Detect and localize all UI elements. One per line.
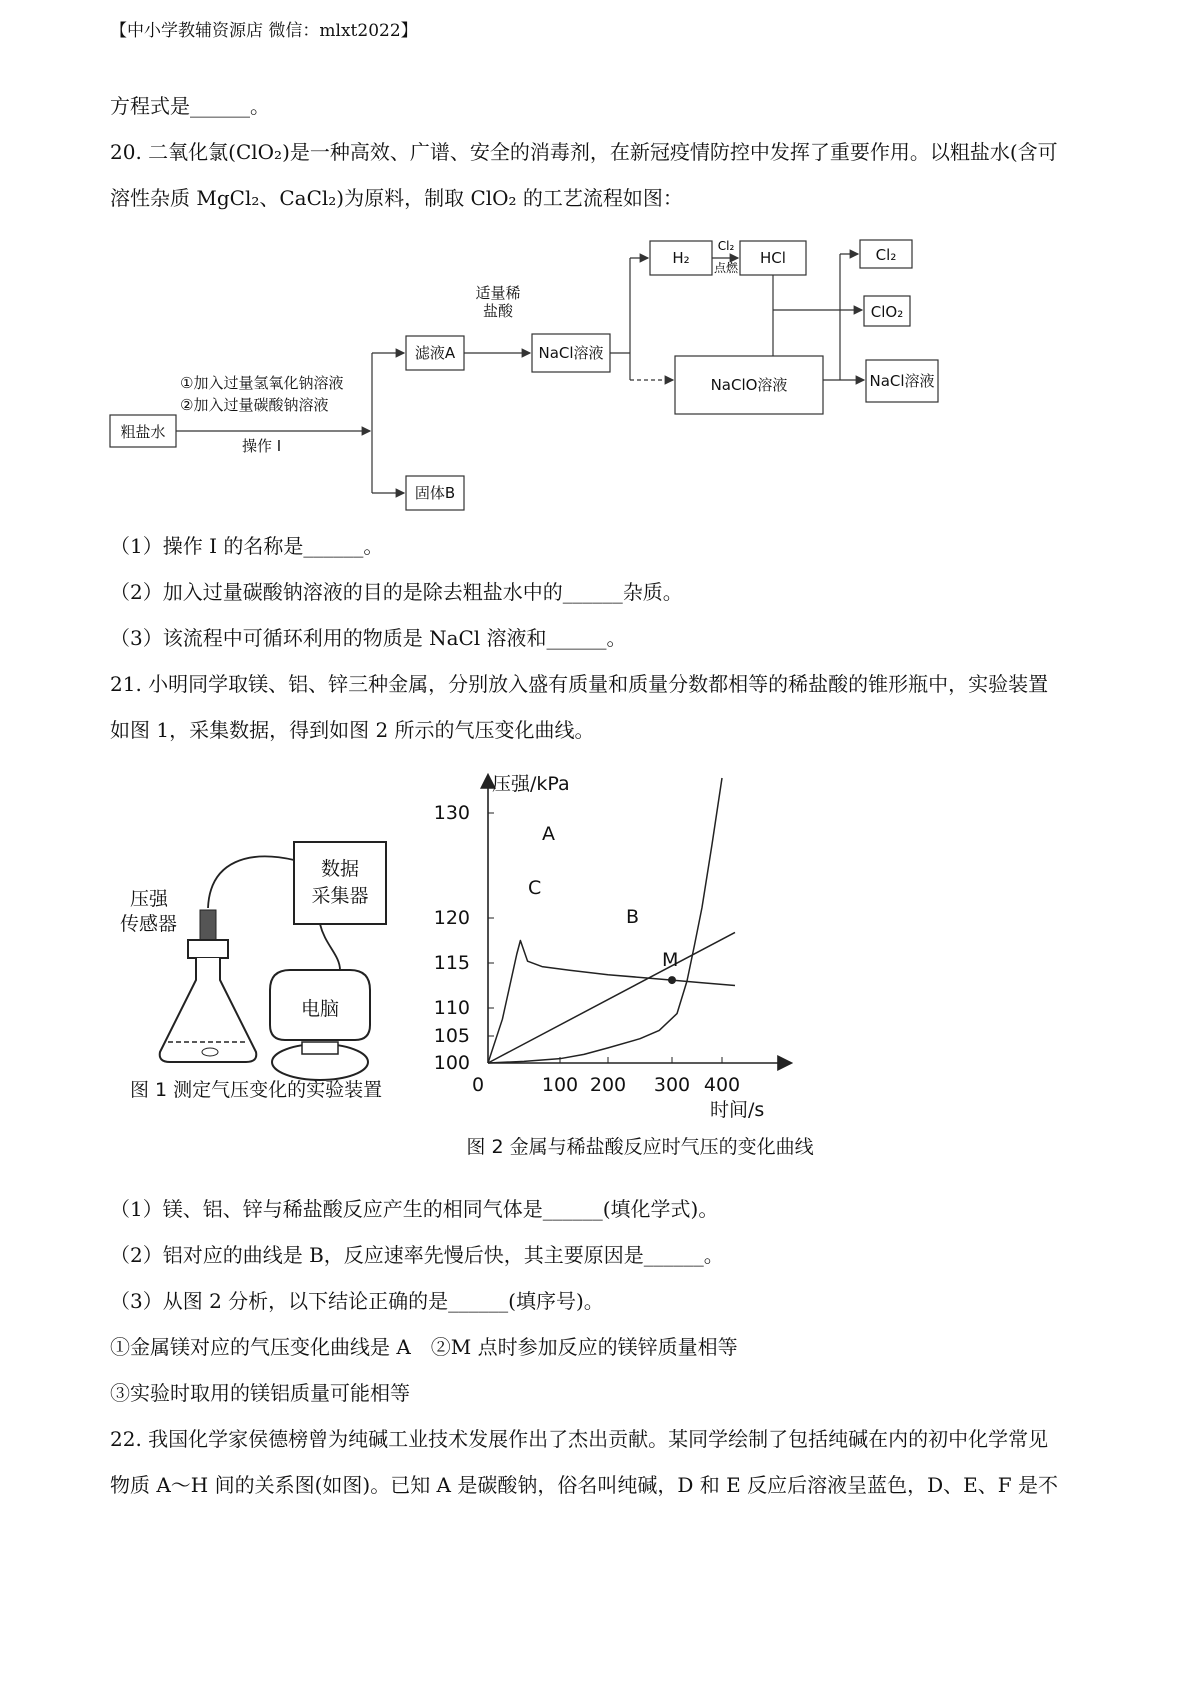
collector-label-1: 数据 xyxy=(320,858,360,880)
collector-label-2: 采集器 xyxy=(311,885,369,907)
y-tick-label: 115 xyxy=(433,952,470,974)
q20-sub1: （1）操作 I 的名称是______。 xyxy=(110,534,384,558)
nacl-solution-label: NaCl溶液 xyxy=(538,344,604,362)
q21-options-1-2: ①金属镁对应的气压变化曲线是 A ②M 点时参加反应的镁锌质量相等 xyxy=(110,1335,738,1359)
point-m-marker xyxy=(668,976,676,984)
series-B-line xyxy=(488,778,722,1063)
previous-question-tail: 方程式是______。 xyxy=(110,94,270,118)
operation-i-label: 操作 I xyxy=(242,437,282,455)
sensor-label-2: 传感器 xyxy=(120,913,178,935)
q21-fig2-chart xyxy=(430,768,850,1158)
y-tick-label: 100 xyxy=(433,1052,470,1074)
acid-label-2: 盐酸 xyxy=(482,302,514,320)
q20-flowchart xyxy=(100,238,960,518)
ignite-label: 点燃 xyxy=(713,261,739,275)
conical-flask xyxy=(160,958,257,1062)
hcl-label: HCl xyxy=(760,249,786,267)
q22-line1: 22. 我国化学家侯德榜曾为纯碱工业技术发展作出了杰出贡献。某同学绘制了包括纯碱在内的初中化学常见 xyxy=(110,1427,1049,1451)
x-tick-label: 100 xyxy=(541,1074,579,1096)
x-tick-label: 400 xyxy=(703,1074,741,1096)
q21-intro-line1: 21. 小明同学取镁、铝、锌三种金属，分别放入盛有质量和质量分数都相等的稀盐酸的锥形瓶中，实验装置 xyxy=(110,672,1049,696)
chart-title: 图 2 金属与稀盐酸反应时气压的变化曲线 xyxy=(466,1136,814,1158)
collector-box xyxy=(294,842,386,924)
computer-cable xyxy=(320,924,340,970)
sensor-label-1: 压强 xyxy=(130,888,169,910)
q21-sub2: （2）铝对应的曲线是 B，反应速率先慢后快，其主要原因是______。 xyxy=(110,1243,724,1267)
out-nacl-label: NaCl溶液 xyxy=(869,372,935,390)
point-m-label: M xyxy=(662,949,679,972)
q21-fig1-apparatus xyxy=(110,830,440,1100)
q20-sub3: （3）该流程中可循环利用的物质是 NaCl 溶液和______。 xyxy=(110,626,627,650)
series-B-label: B xyxy=(626,906,640,928)
y-tick-label: 105 xyxy=(433,1025,470,1047)
series-C-label: C xyxy=(528,877,542,899)
sensor-cable xyxy=(208,856,294,908)
filtrate-a-label: 滤液A xyxy=(414,344,456,362)
q20-sub2: （2）加入过量碳酸钠溶液的目的是除去粗盐水中的______杂质。 xyxy=(110,580,683,604)
y-tick-label: 120 xyxy=(433,907,470,929)
source-header: 【中小学教辅资源店 微信：mlxt2022】 xyxy=(110,21,418,41)
computer-stand xyxy=(302,1042,338,1054)
y-tick-label: 130 xyxy=(433,802,470,824)
q20-intro-line1: 20. 二氧化氯(ClO₂)是一种高效、广谱、安全的消毒剂，在新冠疫情防控中发挥了重要作用。以粗盐水(含可 xyxy=(110,140,1058,164)
q21-sub3: （3）从图 2 分析，以下结论正确的是______(填序号)。 xyxy=(110,1289,604,1313)
out-clo2-label: ClO₂ xyxy=(870,303,904,321)
flask-stopper xyxy=(188,940,228,958)
x-tick-label: 200 xyxy=(589,1074,627,1096)
fig1-caption: 图 1 测定气压变化的实验装置 xyxy=(130,1079,383,1100)
q21-sub1: （1）镁、铝、锌与稀盐酸反应产生的相同气体是______(填化学式)。 xyxy=(110,1197,719,1221)
q21-intro-line2: 如图 1，采集数据，得到如图 2 所示的气压变化曲线。 xyxy=(110,718,595,742)
series-A-label: A xyxy=(542,823,555,845)
step1-label: ①加入过量氢氧化钠溶液 xyxy=(180,374,344,392)
q20-intro-line2: 溶性杂质 MgCl₂、CaCl₂)为原料，制取 ClO₂ 的工艺流程如图： xyxy=(110,186,683,210)
naclo-label: NaClO溶液 xyxy=(710,376,788,394)
sensor-probe xyxy=(200,910,216,940)
computer-label: 电脑 xyxy=(300,998,340,1020)
x-tick-label: 0 xyxy=(471,1074,485,1096)
step2-label: ②加入过量碳酸钠溶液 xyxy=(180,396,329,414)
cl2-reagent-label: Cl₂ xyxy=(717,239,735,253)
raw-brine-label: 粗盐水 xyxy=(120,423,166,441)
out-cl2-label: Cl₂ xyxy=(875,246,897,264)
y-tick-label: 110 xyxy=(433,997,470,1019)
solid-b-label: 固体B xyxy=(414,484,456,502)
x-tick-label: 300 xyxy=(653,1074,691,1096)
h2-label: H₂ xyxy=(672,249,690,267)
q22-line2: 物质 A～H 间的关系图(如图)。已知 A 是碳酸钠，俗名叫纯碱，D 和 E 反应后溶液呈蓝色，D、E、F 是不 xyxy=(110,1473,1058,1497)
x-axis-label: 时间/s xyxy=(710,1099,765,1121)
series-A-line xyxy=(488,941,735,1064)
acid-label-1: 适量稀 xyxy=(475,284,521,302)
q21-option-3: ③实验时取用的镁铝质量可能相等 xyxy=(110,1381,410,1405)
y-axis-label: 压强/kPa xyxy=(492,773,570,795)
